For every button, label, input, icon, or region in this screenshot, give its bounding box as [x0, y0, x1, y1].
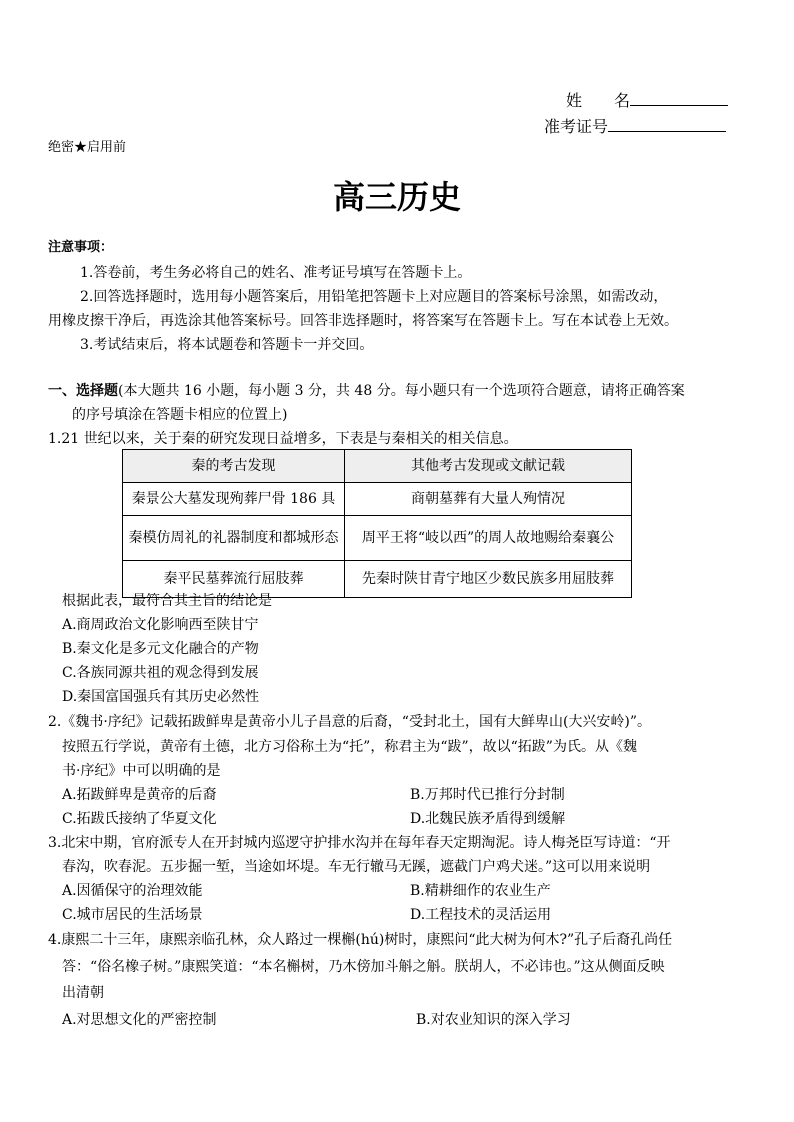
- table-header: 其他考古发现或文献记载: [345, 450, 632, 483]
- notes-heading: 注意事项：: [48, 240, 114, 255]
- table-cell: 秦景公大墓发现殉葬尸骨 186 具: [123, 483, 345, 516]
- q4-stem-line-3: 出清朝: [62, 985, 104, 1001]
- q2-stem-line-1: 2.《魏书·序纪》记载拓跋鲜卑是黄帝小儿子昌意的后裔，“受封北土，国有大鲜卑山(大兴安岭)”。: [48, 714, 652, 730]
- q4-option-b: B.对农业知识的深入学习: [416, 1012, 571, 1028]
- page-title: 高三历史: [332, 178, 461, 216]
- table-row: [123, 516, 632, 561]
- name-field-row: [566, 88, 728, 111]
- q2-stem-line-2: 按照五行学说，黄帝有土德，北方习俗称土为“托”，称君主为“跋”，故以“拓跋”为氏。从《魏: [62, 739, 637, 755]
- q3-stem-line-2: 春沟，吹春泥。五步掘一堑，当途如坏堤。车无行辙马无蹊，遮截门户鸡犬迷。”这可以用来说明: [62, 859, 651, 875]
- table-header-row: [123, 450, 632, 483]
- q3-option-b: B.精耕细作的农业生产: [410, 883, 551, 899]
- q4-stem-line-1: 4.康熙二十三年，康熙亲临孔林，众人路过一棵槲(hú)树时，康熙问“此大树为何木?”孔子后裔孔尚任: [48, 932, 673, 948]
- q2-stem-line-3: 书·序纪》中可以明确的是: [62, 763, 221, 779]
- notes-item-3: 3.考试结束后，将本试题卷和答题卡一并交回。: [80, 337, 374, 353]
- q3-option-c: C.城市居民的生活场景: [62, 907, 203, 923]
- q1-option-a: A.商周政治文化影响西至陕甘宁: [62, 617, 259, 633]
- q2-option-a: A.拓跋鲜卑是黄帝的后裔: [62, 787, 217, 803]
- q4-option-a: A.对思想文化的严密控制: [62, 1012, 217, 1028]
- table-cell: 先秦时陕甘青宁地区少数民族多用屈肢葬: [345, 561, 632, 598]
- q2-option-b: B.万邦时代已推行分封制: [410, 787, 565, 803]
- q3-option-a: A.因循保守的治理效能: [62, 883, 203, 899]
- table-row: [123, 483, 632, 516]
- exam-id-field-row: [544, 114, 726, 137]
- notes-item-2-cont: 用橡皮擦干净后，再选涂其他答案标号。回答非选择题时，将答案写在答题卡上。写在本试卷上无效。: [48, 313, 678, 329]
- table-header: 秦的考古发现: [123, 450, 345, 483]
- q1-prompt: 根据此表，最符合其主旨的结论是: [62, 593, 272, 609]
- q1-option-c: C.各族同源共祖的观念得到发展: [62, 665, 259, 681]
- name-label: 姓 名: [566, 91, 631, 110]
- section-heading: [48, 382, 685, 400]
- table-cell: 周平王将“岐以西”的周人故地赐给秦襄公: [345, 516, 632, 561]
- q3-option-d: D.工程技术的灵活运用: [410, 907, 552, 923]
- section-desc: (本大题共 16 小题，每小题 3 分，共 48 分。每小题只有一个选项符合题意，请将正确答案: [118, 383, 685, 399]
- q2-option-c: C.拓跋氏接纳了华夏文化: [62, 811, 217, 827]
- section-desc-cont: 的序号填涂在答题卡相应的位置上): [72, 407, 288, 423]
- section-label: 一、选择题: [48, 383, 118, 399]
- q2-option-d: D.北魏民族矛盾得到缓解: [410, 811, 566, 827]
- q1-stem: 1.21 世纪以来，关于秦的研究发现日益增多，下表是与秦相关的相关信息。: [48, 431, 518, 447]
- q1-option-d: D.秦国富国强兵有其历史必然性: [62, 689, 260, 705]
- q1-option-b: B.秦文化是多元文化融合的产物: [62, 641, 259, 657]
- exam-id-blank: [608, 115, 726, 132]
- table-cell: 秦平民墓葬流行屈肢葬: [123, 561, 345, 598]
- name-blank: [630, 89, 728, 106]
- table-cell: 秦模仿周礼的礼器制度和都城形态: [123, 516, 345, 561]
- q3-stem-line-1: 3.北宋中期，官府派专人在开封城内巡逻守护排水沟并在每年春天定期淘泥。诗人梅尧臣写诗道：“开: [48, 835, 671, 851]
- q1-info-table: [122, 449, 632, 598]
- q4-stem-line-2: 答：“俗名橡子树。”康熙笑道：“本名槲树，乃木傍加斗斛之斛。朕胡人，不必讳也。”这从侧面反映: [62, 959, 665, 975]
- notes-item-2: 2.回答选择题时，选用每小题答案后，用铅笔把答题卡上对应题目的答案标号涂黑，如需改动，: [80, 289, 668, 305]
- table-cell: 商朝墓葬有大量人殉情况: [345, 483, 632, 516]
- exam-id-label: 准考证号: [544, 117, 609, 136]
- secret-marking: 绝密★启用前: [48, 140, 127, 155]
- notes-item-1: 1.答卷前，考生务必将自己的姓名、准考证号填写在答题卡上。: [80, 265, 472, 281]
